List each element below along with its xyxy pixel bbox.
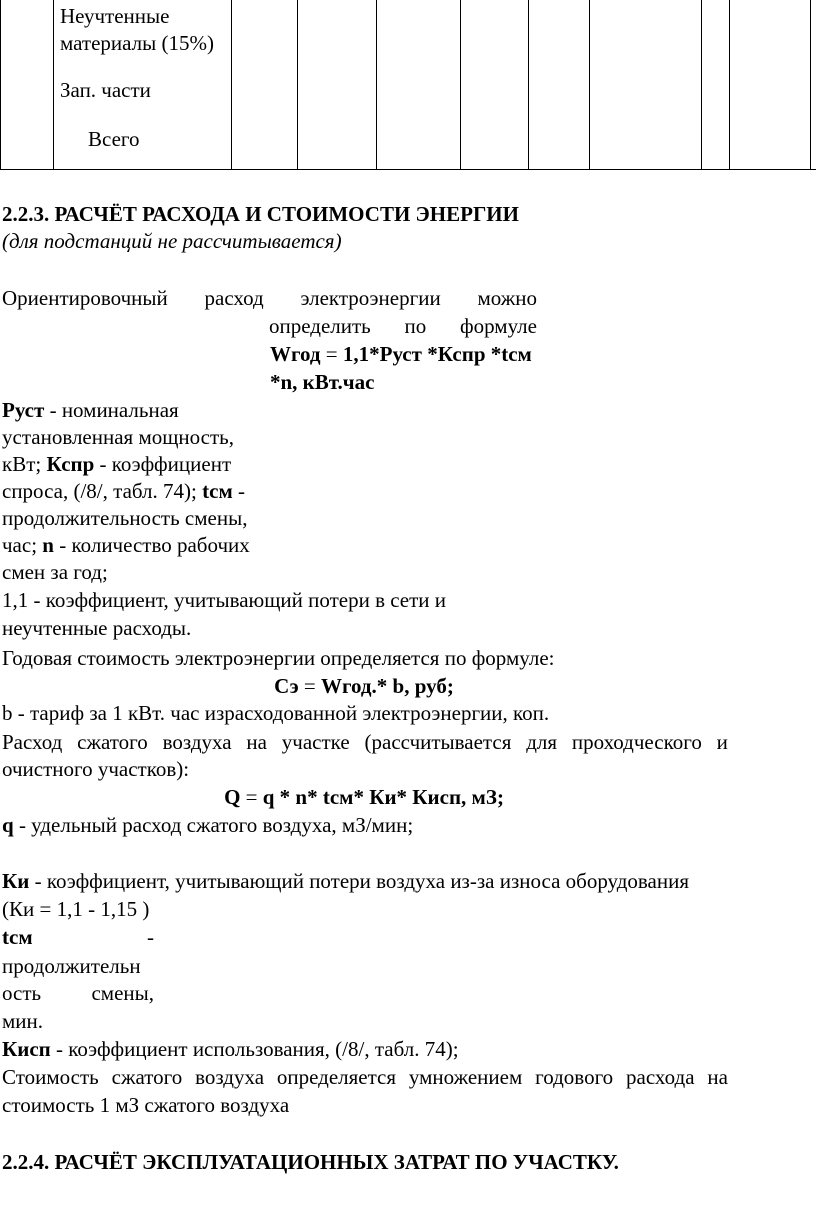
term-kspr: Кспр <box>46 452 95 476</box>
intro-word: по <box>404 314 427 338</box>
def-text: - количество рабочих <box>53 533 250 557</box>
term-n: n <box>42 533 54 557</box>
air-word: воздуха <box>162 730 232 754</box>
air-word: участке <box>281 730 350 754</box>
intro-word: формуле <box>460 314 537 338</box>
formula-air <box>0 784 728 810</box>
section-subtitle: (для подстанций не рассчитывается) <box>2 229 342 253</box>
def-tsm2-line3 <box>2 980 154 1006</box>
def-rust-line1 <box>2 397 179 423</box>
formula-air-rhs: q * n* tсм* Ки* Кисп, мЗ; <box>262 785 504 809</box>
def-text: кВт; <box>2 452 47 476</box>
intro-word: определить <box>269 314 371 338</box>
cost-air-word: определяется <box>276 1065 397 1089</box>
intro-word: расход <box>204 286 264 310</box>
def-text: - <box>232 479 245 503</box>
cost-air-word: годового <box>535 1065 614 1089</box>
term-q: q <box>2 813 14 837</box>
intro-line1 <box>2 285 537 311</box>
cost-air-word: воздуха <box>195 1065 265 1089</box>
def-text: - коэффициент, учитывающий потери воздуха из-за износа оборудования <box>29 869 690 893</box>
formula-cost-lhs: Сэ <box>274 674 299 698</box>
air-line1 <box>2 729 728 755</box>
formula-equals: = <box>320 342 343 366</box>
formula-air-lhs: Q <box>224 785 241 809</box>
table-column-divider <box>810 0 811 170</box>
def-rust-line2: установленная мощность, <box>2 425 235 449</box>
table-column-divider <box>297 0 298 170</box>
table-column-divider <box>376 0 377 170</box>
table-cell-unaccounted-line2: материалы (15%) <box>60 31 214 55</box>
def-tsm2-line1 <box>2 924 154 950</box>
def-n-line <box>2 532 250 558</box>
intro-word: Ориентировочный <box>2 286 168 310</box>
table-column-divider <box>53 0 54 170</box>
cost-air-word: сжатого <box>111 1065 183 1089</box>
formula-equals: = <box>240 785 263 809</box>
def-tsm2-line2: продолжительн <box>2 954 141 978</box>
def-text: ость <box>2 981 42 1005</box>
def-text: спроса, (/8/, табл. 74); <box>2 479 203 503</box>
table-column-divider <box>729 0 730 170</box>
table-cell-spare-parts: Зап. части <box>60 78 151 102</box>
table-cell-total: Всего <box>88 127 140 151</box>
def-n-line2: смен за год; <box>2 560 108 584</box>
cost-air-line2: стоимость 1 мЗ сжатого воздуха <box>2 1093 290 1117</box>
formula-cost-rhs: Wгод.* b <box>321 674 405 698</box>
def-tsm-line2: продолжительность смены, <box>2 506 248 530</box>
term-ki: Ки <box>2 869 30 893</box>
cost-air-word: на <box>707 1065 728 1089</box>
cost-air-word: умножением <box>408 1065 523 1089</box>
coef-line1: 1,1 - коэффициент, учитывающий потери в сети и <box>2 588 447 612</box>
formula-cost <box>0 673 728 699</box>
air-word: проходческого <box>571 730 702 754</box>
section-heading-energy: 2.2.3. РАСЧЁТ РАСХОДА И СТОИМОСТИ ЭНЕРГИИ <box>2 202 519 226</box>
annual-cost-line: Годовая стоимость электроэнергии определяется по формуле: <box>2 646 555 670</box>
formula-energy-rhs: 1,1*Руст *Кспр *tсм <box>342 342 532 366</box>
formula-cost-unit: , руб; <box>404 674 454 698</box>
def-kspr-line <box>2 451 231 477</box>
cost-air-word: Стоимость <box>2 1065 99 1089</box>
def-text: - коэффициент использования, (/8/, табл. 74); <box>50 1037 459 1061</box>
def-tsm2-line4: мин. <box>2 1009 44 1033</box>
air-word: Расход <box>2 730 63 754</box>
def-text: - коэффициент <box>94 452 232 476</box>
air-word: на <box>246 730 267 754</box>
table-column-divider <box>589 0 590 170</box>
formula-energy-cont: *n, кВт.час <box>270 370 375 394</box>
table-column-divider <box>460 0 461 170</box>
formula-energy <box>270 341 532 367</box>
def-text: смены, <box>91 981 154 1005</box>
intro-word: электроэнергии <box>300 286 441 310</box>
table-column-divider <box>231 0 232 170</box>
air-line2: очистного участков): <box>2 757 190 781</box>
formula-energy-lhs: Wгод <box>270 342 321 366</box>
table-bottom-border <box>0 169 816 170</box>
table-border <box>0 0 1 170</box>
def-q-line <box>2 812 413 838</box>
def-tsm-line <box>2 478 245 504</box>
cost-air-word: расхода <box>626 1065 695 1089</box>
air-word: и <box>716 730 728 754</box>
cost-air-line1 <box>2 1064 728 1090</box>
term-rust: Руст <box>2 398 45 422</box>
def-text: - удельный расход сжатого воздуха, мЗ/мин; <box>13 813 414 837</box>
def-ki-range: (Ки = 1,1 - 1,15 ) <box>2 897 150 921</box>
def-text: - номинальная <box>44 398 179 422</box>
section-heading-operating-costs: 2.2.4. РАСЧЁТ ЭКСПЛУАТАЦИОННЫХ ЗАТРАТ ПО УЧАСТКУ. <box>2 1150 619 1174</box>
intro-word: можно <box>477 286 537 310</box>
def-ki-line <box>2 868 689 894</box>
table-cell-unaccounted-line1: Неучтенные <box>60 4 170 28</box>
term-tsm: tсм <box>202 479 233 503</box>
formula-equals: = <box>298 674 321 698</box>
def-kisp-line <box>2 1036 459 1062</box>
coef-line2: неучтенные расходы. <box>2 616 192 640</box>
def-text: час; <box>2 533 43 557</box>
term-tsm: tсм <box>2 925 33 949</box>
table-column-divider <box>701 0 702 170</box>
intro-line2 <box>269 313 537 339</box>
tariff-line: b - тариф за 1 кВт. час израсходованной электроэнергии, коп. <box>2 701 550 725</box>
term-kisp: Кисп <box>2 1037 51 1061</box>
def-text: - <box>147 925 154 949</box>
air-word: для <box>526 730 558 754</box>
air-word: сжатого <box>77 730 148 754</box>
table-column-divider <box>528 0 529 170</box>
air-word: (рассчитывается <box>364 730 512 754</box>
